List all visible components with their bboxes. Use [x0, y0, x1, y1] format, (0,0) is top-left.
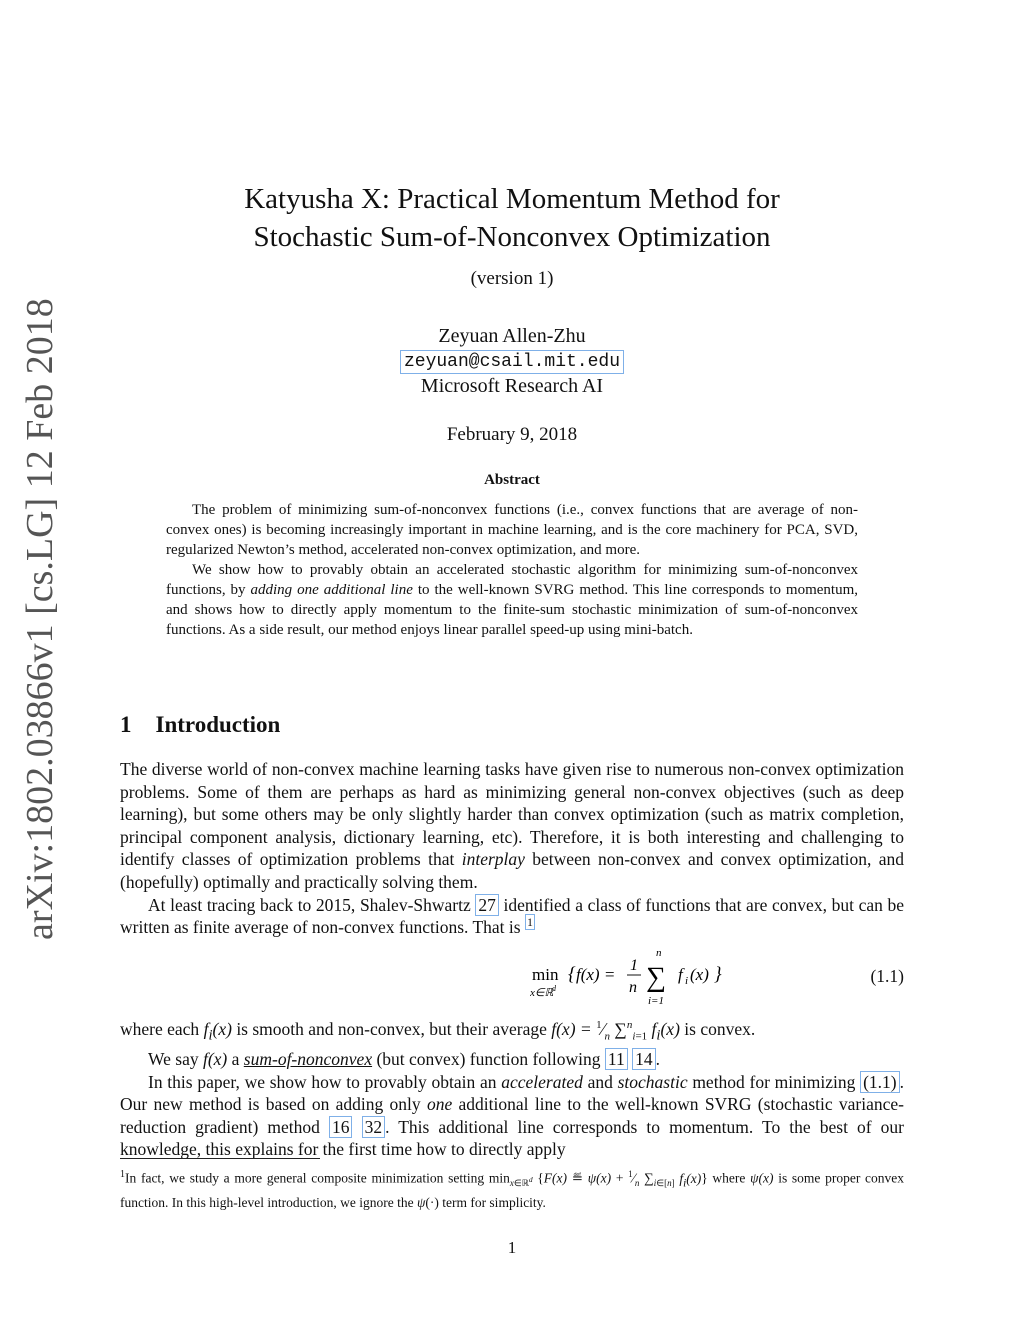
intro-paragraph-4: We say f(x) a sum-of-nonconvex (but convex) function following 11 14 .	[148, 1048, 661, 1069]
section-title: Introduction	[155, 712, 281, 737]
footnote-1: $^1$In fact, we study a more general composite minimization setting $\min_{x\in ℝ^d} \{F(x)$ ≝ $\psi(x) + ^1⁄_n$ $\sum_{i\in[n]}$ $f_i(x)$} where ψ(x) is some proper convex function. In this high-level introduction, we ignore the ψ(·) term for simplicity.	[120, 1169, 905, 1211]
page-number: 1	[507, 1238, 517, 1257]
citation-16[interactable]: 16	[329, 1116, 353, 1138]
citation-27[interactable]: 27	[475, 894, 499, 916]
svg-text:(x): (x)	[690, 965, 709, 984]
title-line-2: Stochastic Sum-of-Nonconvex Optimization	[253, 221, 771, 253]
svg-text:min: min	[532, 965, 559, 984]
abstract-paragraph-1: The problem of minimizing sum-of-nonconvex functions (i.e., convex functions that are average of non-convex ones) is becoming increasingly important in machine learning, and is the core machinery for PCA, SVD, regularized Newton’s method, accelerated non-convex optimization, and more.	[166, 502, 858, 558]
author-name: Zeyuan Allen-Zhu	[438, 325, 586, 347]
svg-text:1: 1	[630, 957, 638, 974]
svg-text:n: n	[629, 979, 637, 996]
svg-text:i=1: i=1	[648, 995, 664, 1007]
intro-paragraph-1: The diverse world of non-convex machine learning tasks have given rise to numerous non-convex optimization problems. Some of them are perhaps as hard as minimizing general non-convex objectives (such as deep learning), but some others may be only slightly harder than convex optimization (such as matrix completion, principal component analysis, dictionary learning, etc). Therefore, it is both interesting and challenging to identify classes of optimization problems that interplay between non-convex and convex optimization, and (hopefully) optimally and practically solving them.	[120, 759, 904, 892]
footnote-mark-link[interactable]: 1	[526, 915, 533, 930]
svg-text:n: n	[656, 948, 662, 959]
citation-14[interactable]: 14	[632, 1048, 656, 1070]
citation-32[interactable]: 32	[362, 1116, 386, 1138]
footnote-divider	[120, 1158, 320, 1159]
equation-1-1	[120, 948, 904, 1012]
abstract-body	[166, 500, 858, 640]
svg-text:x∈ℝ: x∈ℝ	[530, 987, 554, 999]
svg-text:}: }	[714, 964, 722, 985]
section-heading	[120, 712, 280, 738]
section-number: 1	[120, 712, 132, 737]
equation-ref-1-1[interactable]: (1.1)	[860, 1071, 900, 1093]
citation-11[interactable]: 11	[605, 1048, 628, 1070]
version-label: (version 1)	[470, 268, 554, 289]
title-block	[120, 180, 904, 446]
svg-text:f(x) =: f(x) =	[576, 965, 616, 984]
paper-title	[120, 180, 904, 256]
footnote-number: 1	[120, 1169, 125, 1180]
equation-number: (1.1)	[870, 966, 904, 986]
title-line-1: Katyusha X: Practical Momentum Method for	[244, 183, 780, 215]
svg-text:∑: ∑	[646, 962, 666, 993]
svg-text:f: f	[678, 965, 683, 984]
author-block	[120, 324, 904, 398]
abstract-heading: Abstract	[484, 472, 540, 488]
term-sum-of-nonconvex: sum-of-nonconvex	[243, 1048, 373, 1069]
svg-text:{: {	[568, 964, 576, 985]
author-email-link[interactable]: zeyuan@csail.mit.edu	[400, 350, 624, 374]
author-affiliation: Microsoft Research AI	[420, 375, 604, 397]
intro-paragraph-2: At least tracing back to 2015, Shalev-Shwartz 27 identified a class of functions that are convex, but can be written as finite average of non-convex functions. That is $^1$	[120, 894, 904, 938]
svg-text:i: i	[685, 975, 689, 987]
abstract-paragraph-2: We show how to provably obtain an accelerated stochastic algorithm for minimizing sum-of-nonconvex functions, by adding one additional line to the well-known SVRG method. This line corresponds to momentum, and shows how to directly apply momentum to the finite-sum stochastic minimization of sum-of-nonconvex functions. As a side result, our method enjoys linear parallel speed-up using mini-batch.	[166, 562, 858, 638]
svg-text:d: d	[552, 984, 556, 993]
equation-formula	[530, 948, 760, 1012]
intro-text-top	[120, 758, 904, 939]
intro-paragraph-5: In this paper, we show how to provably obtain an accelerated and stochastic method for minimizing (1.1) . Our new method is based on adding only one additional line to the well-known SVRG (stochastic variance-reduction gradient) method 16 32 . This additional line corresponds to momentum. To the best of our knowledge, this explains for the first time how to directly apply	[120, 1071, 905, 1160]
date: February 9, 2018	[446, 424, 578, 445]
arxiv-stamp: arXiv:1802.03866v1 [cs.LG] 12 Feb 2018	[19, 298, 61, 940]
intro-text-bottom	[120, 1014, 904, 1161]
intro-paragraph-3: where each $f_i(x)$ is smooth and non-convex, but their average $f(x) = ^1⁄_n$ ∑$^n_{i=1}$ $f_i(x)$ is convex.	[120, 1018, 756, 1044]
